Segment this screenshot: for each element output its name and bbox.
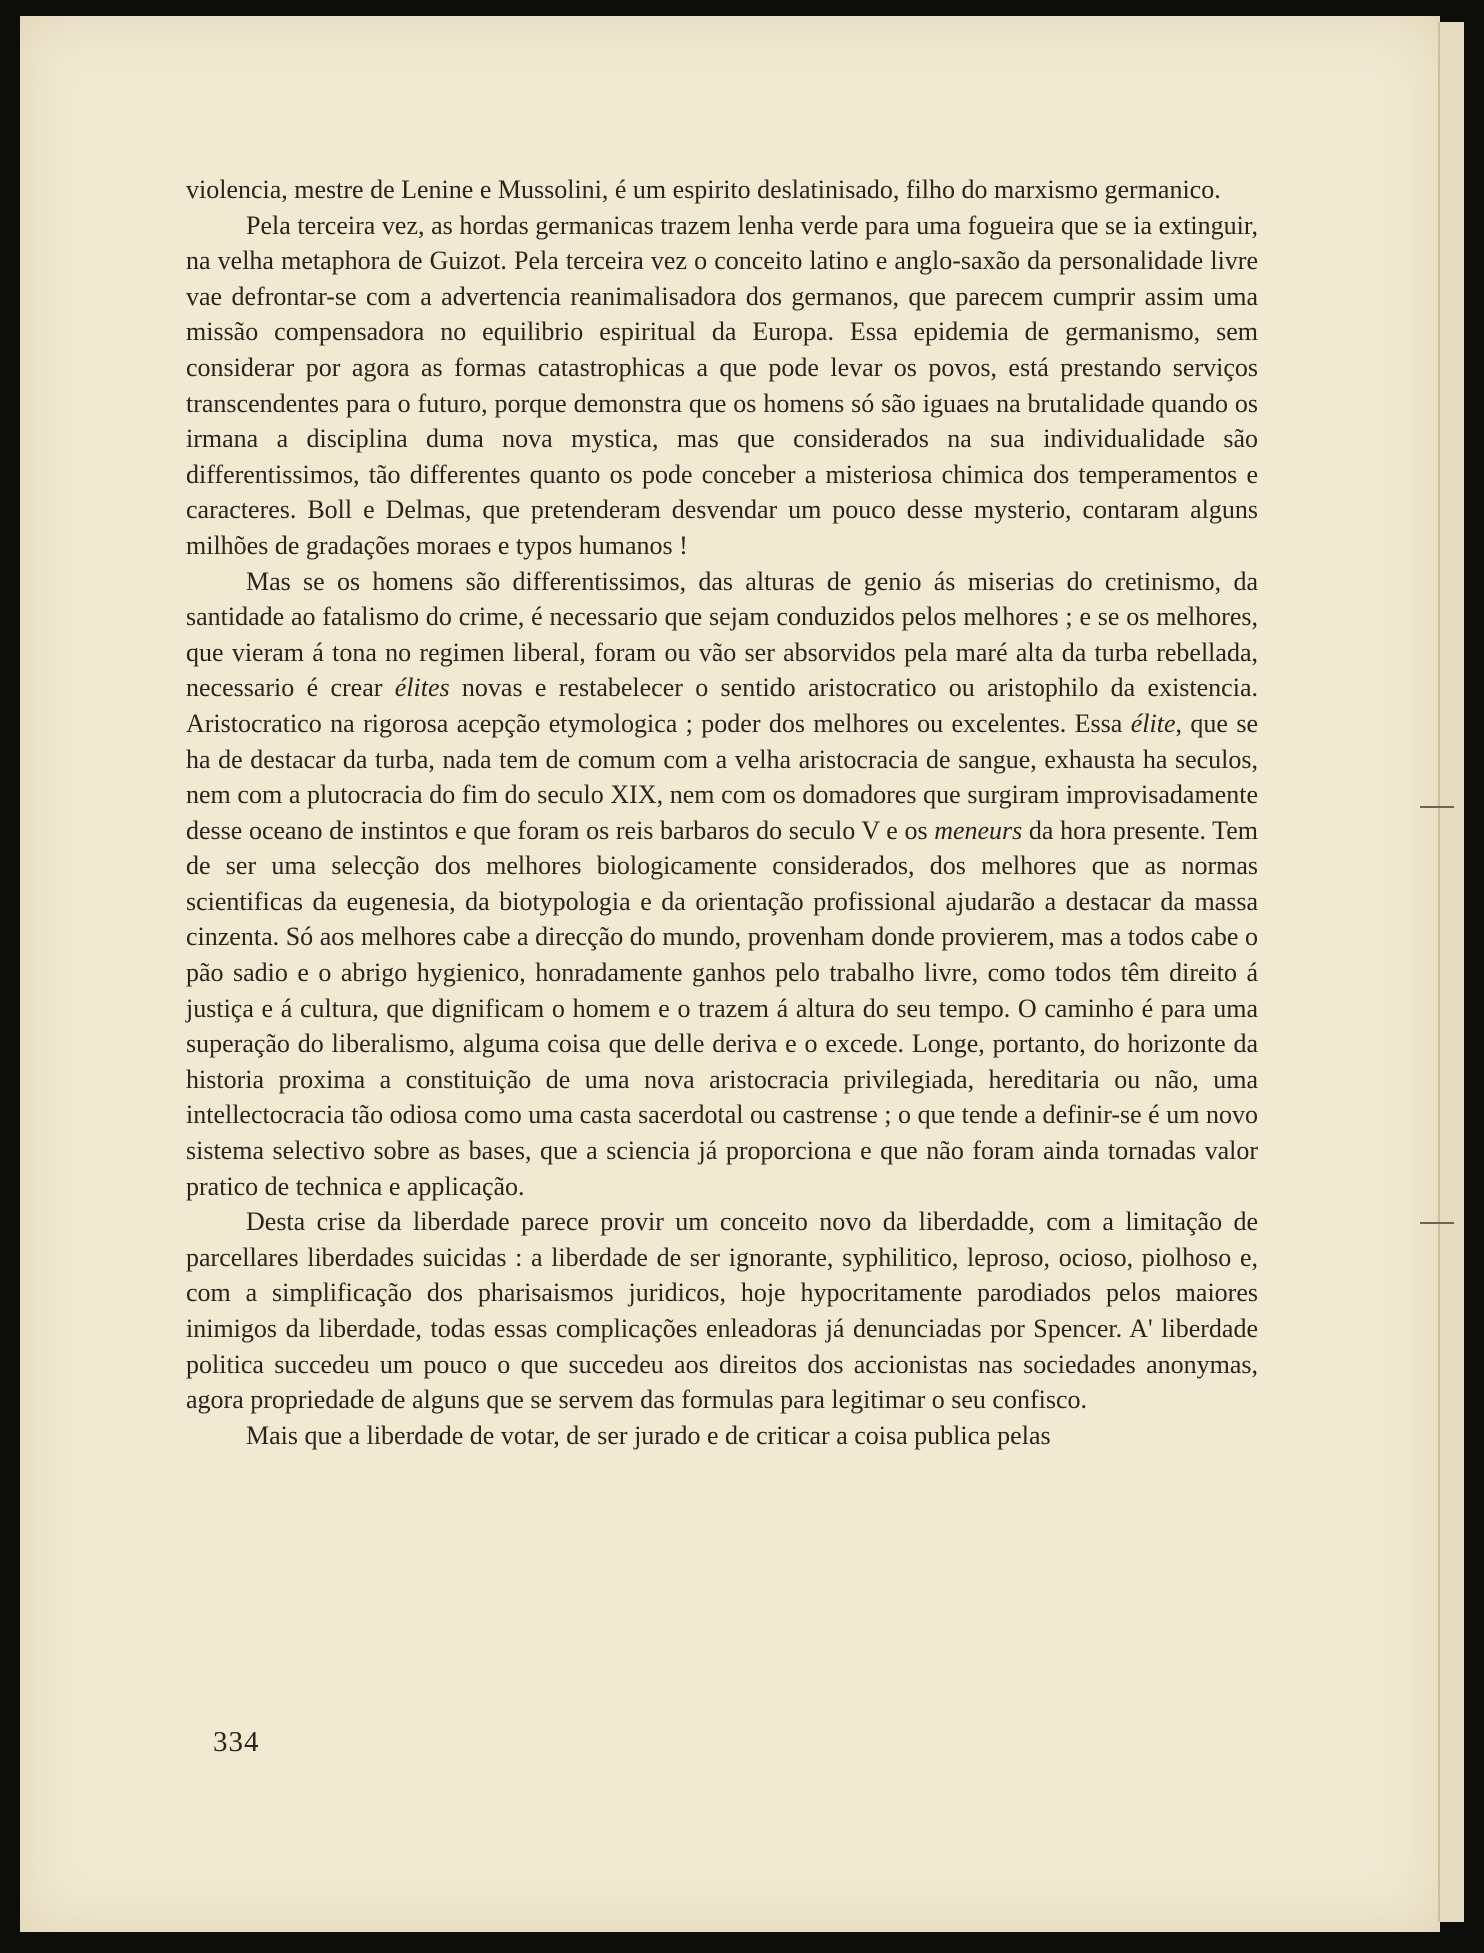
paragraph	[186, 172, 1258, 208]
page-edge-mark	[1420, 1222, 1454, 1224]
text-run: Pela terceira vez, as hordas germanicas trazem lenha verde para uma fogueira que se ia extinguir, na velha metaphora de Guizot. Pela terceira vez o conceito latino e anglo-saxão da personalidade livre vae defrontar-se com a advertencia reanimalisadora dos germanos, que parecem cumprir assim uma missão compensadora no equilibrio espiritual da Europa. Essa epidemia de germanismo, sem considerar por agora as formas catastrophicas a que pode levar os povos, está prestando serviços transcendentes para o futuro, porque demonstra que os homens só são iguaes na brutalidade quando os irmana a disciplina duma nova mystica, mas que considerados na sua individualidade são differentissimos, tão differentes quanto os pode conceber a misteriosa chimica dos temperamentos e caracteres. Boll e Delmas, que pretenderam desvendar um pouco desse mysterio, contaram alguns milhões de gradações moraes e typos humanos !	[186, 210, 1258, 560]
italic-term: meneurs	[934, 815, 1023, 845]
paragraph	[186, 208, 1258, 564]
body-text	[186, 172, 1258, 1453]
italic-term: élites	[394, 673, 450, 703]
text-run: Desta crise da liberdade parece provir um conceito novo da liberdadde, com a limitação de parcellares liberdades suicidas : a liberdade de ser ignorante, syphilitico, leproso, ocioso, piolhoso e, com a simplificação dos pharisaismos juridicos, hoje hypocritamente parodiados pelos maiores inimigos da liberdade, todas essas complicações enleadoras já denunciadas por Spencer. A' liberdade politica succedeu um pouco o que succedeu aos direitos dos accionistas nas sociedades anonymas, agora propriedade de alguns que se servem das formulas para legitimar o seu confisco.	[186, 1207, 1258, 1415]
paragraph	[186, 1418, 1258, 1454]
paragraph	[186, 1204, 1258, 1418]
text-run: novas e restabelecer o sentido aristocratico ou aristophilo da existencia. Aristocratico na rigorosa acepção etymologica ; poder dos melhores ou excelentes. Essa	[186, 673, 1258, 738]
text-run: , que se ha de destacar da turba, nada tem de comum com a velha aristocracia de sangue, exhausta ha seculos, nem com a plutocracia do fim do seculo XIX, nem com os domadores que surgiram improvisadamente desse oceano de instintos e que foram os reis barbaros do seculo V e os	[186, 708, 1258, 845]
text-run: da hora presente. Tem de ser uma selecção dos melhores biologicamente considerados, dos melhores que as normas scientificas da eugenesia, da biotypologia e da orientação profissional ajudarão a destacar da massa cinzenta. Só aos melhores cabe a direcção do mundo, provenham donde provierem, mas a todos cabe o pão sadio e o abrigo hygienico, honradamente ganhos pelo trabalho livre, como todos têm direito á justiça e á cultura, que dignificam o homem e o trazem á altura do seu tempo. O caminho é para uma superação do liberalismo, alguma coisa que delle deriva e o excede. Longe, portanto, do horizonte da historia proxima a constituição de uma nova aristocracia privilegiada, hereditaria ou não, uma intellectocracia tão odiosa como uma casta sacerdotal ou castrense ; o que tende a definir-se é um novo sistema selectivo sobre as bases, que a sciencia já proporciona e que não foram ainda tornadas valor pratico de technica e applicação.	[186, 815, 1259, 1201]
page-number: 334	[213, 1726, 260, 1758]
text-run: Mais que a liberdade de votar, de ser jurado e de criticar a coisa publica pelas	[246, 1420, 1051, 1450]
page-edge	[1438, 22, 1464, 1922]
page-edge-mark	[1420, 806, 1454, 808]
text-run: Mas se os homens são differentissimos, das alturas de genio ás miserias do cretinismo, da santidade ao fatalismo do crime, é necessario que sejam conduzidos pelos melhores ; e se os melhores, que vieram á tona no regimen liberal, foram ou vão ser absorvidos pela maré alta da turba rebellada, necessario é crear	[186, 566, 1258, 703]
italic-term: élite	[1130, 708, 1176, 738]
paragraph	[186, 564, 1258, 1205]
text-run: violencia, mestre de Lenine e Mussolini, é um espirito deslatinisado, filho do marxismo germanico.	[186, 175, 1221, 204]
